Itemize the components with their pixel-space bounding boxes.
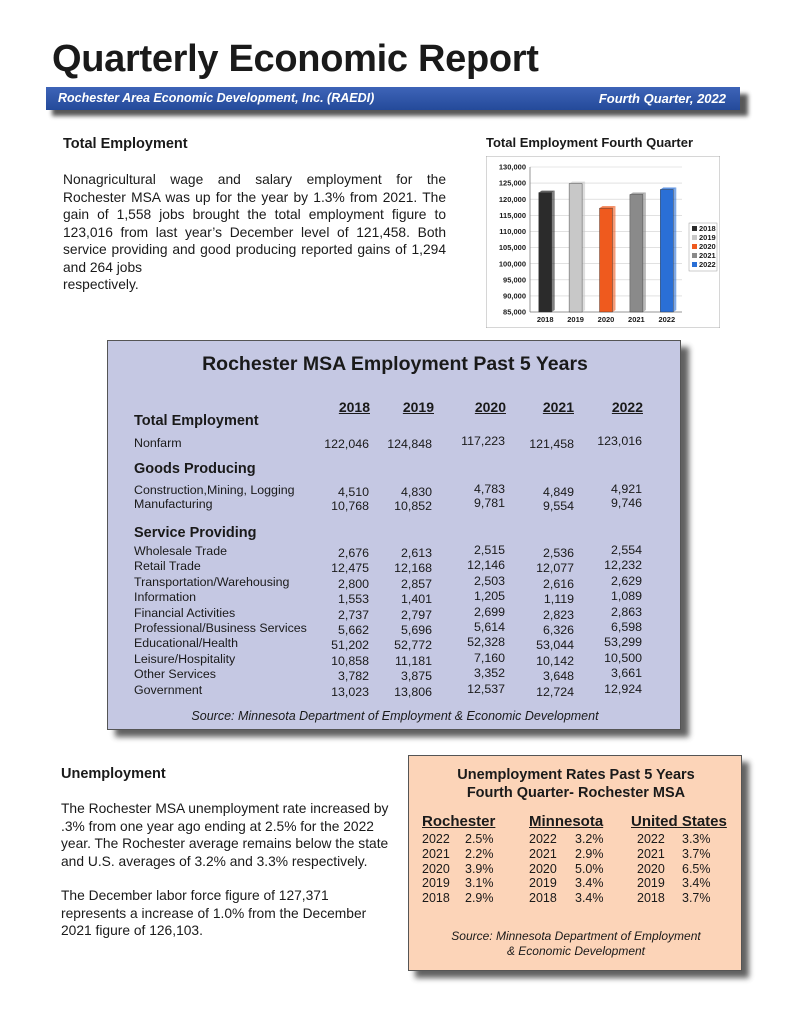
- rate-year: 2022: [637, 832, 665, 846]
- rate-value: 3.4%: [575, 891, 604, 906]
- service-row-value: 2,797: [400, 607, 432, 622]
- rate-value: 2.5%: [465, 832, 494, 846]
- service-row-value: 2,823: [542, 607, 574, 622]
- service-row-value: 3,648: [542, 669, 574, 684]
- year-header: 2022: [611, 399, 643, 415]
- rates-subtitle: Fourth Quarter- Rochester MSA: [466, 785, 686, 801]
- service-row-value: 5,614: [473, 620, 505, 634]
- rate-value: 3.3%: [682, 832, 711, 846]
- total-employment-group: Total Employment: [134, 413, 259, 429]
- x-tick-label: 2022: [658, 315, 676, 324]
- bar-side: [643, 193, 646, 312]
- nonfarm-value: 123,016: [597, 434, 642, 448]
- x-tick-label: 2019: [567, 315, 584, 324]
- x-tick-label: 2021: [628, 315, 645, 324]
- goods-row-value: 9,554: [542, 499, 574, 513]
- rate-year: 2021: [637, 846, 665, 861]
- bar-2021: [630, 195, 643, 312]
- service-row-value: 53,299: [604, 635, 642, 650]
- service-row-value: 2,515: [473, 543, 505, 557]
- service-row-value: 6,598: [610, 620, 642, 634]
- service-row-value: 3,875: [400, 669, 432, 684]
- unemployment-rates-panel: [408, 755, 742, 971]
- nonfarm-value: 122,046: [324, 437, 369, 451]
- service-row-value: 2,737: [337, 607, 369, 622]
- service-row-value: 1,119: [543, 592, 574, 607]
- organization-name: Rochester Area Economic Development, Inc. (RAEDI): [58, 91, 375, 105]
- year-header: 2019: [402, 399, 434, 415]
- msa-table-title: Rochester MSA Employment Past 5 Years: [202, 353, 588, 375]
- service-row-value: 13,806: [394, 684, 432, 699]
- goods-row-value: 4,830: [400, 485, 432, 499]
- goods-row-value: 9,746: [610, 496, 642, 510]
- rate-year: 2018: [529, 891, 557, 906]
- y-tick-label: 85,000: [503, 307, 526, 317]
- labor-force-paragraph: The December labor force figure of 127,371 represents a increase of 1.0% from the December 2021 figure of 126,103.: [61, 888, 367, 938]
- service-row-label: Wholesale Trade: [134, 544, 227, 558]
- bar-side: [582, 182, 585, 312]
- service-row-value: 2,536: [542, 546, 574, 560]
- service-row-value: 1,089: [610, 589, 642, 604]
- service-row-value: 5,696: [400, 623, 432, 637]
- goods-row-value: 4,510: [337, 485, 369, 499]
- service-row-value: 52,772: [394, 638, 432, 653]
- service-row-value: 2,857: [400, 576, 432, 591]
- rate-value: 3.7%: [682, 891, 711, 906]
- rate-year: 2019: [637, 876, 665, 891]
- service-row-value: 12,168: [394, 561, 432, 576]
- bar-2019: [569, 184, 582, 312]
- rate-value: 6.5%: [682, 861, 711, 876]
- rate-year: 2022: [529, 832, 557, 846]
- nonfarm-label: Nonfarm: [134, 436, 182, 450]
- service-row-label: Information: [134, 590, 196, 605]
- y-tick-label: 125,000: [498, 178, 526, 188]
- service-row-value: 10,858: [331, 653, 369, 668]
- service-row-value: 1,205: [473, 589, 505, 604]
- service-row-value: 5,662: [337, 623, 369, 637]
- legend-swatch: [692, 226, 697, 231]
- bar-2022: [660, 190, 673, 312]
- y-tick-label: 120,000: [498, 194, 526, 204]
- service-row-label: Transportation/Warehousing: [134, 574, 290, 589]
- service-providing-group: Service Providing: [134, 525, 257, 541]
- service-row-label: Other Services: [134, 667, 216, 682]
- rate-year: 2020: [529, 861, 557, 876]
- rate-value: 3.2%: [575, 832, 604, 846]
- nonfarm-value: 124,848: [387, 437, 432, 451]
- report-quarter: Fourth Quarter, 2022: [598, 91, 726, 106]
- legend-label: 2019: [699, 233, 716, 242]
- goods-row-value: 4,921: [610, 482, 642, 496]
- service-row-value: 2,699: [473, 604, 505, 619]
- y-tick-label: 90,000: [503, 291, 526, 301]
- service-row-label: Retail Trade: [134, 559, 201, 574]
- service-row-value: 2,503: [473, 573, 505, 588]
- bar-side: [552, 191, 555, 312]
- rate-year: 2021: [529, 846, 557, 861]
- employment-bar-chart: [486, 156, 720, 328]
- legend-label: 2020: [699, 242, 716, 251]
- service-row-value: 2,613: [400, 546, 432, 560]
- service-row-label: Leisure/Hospitality: [134, 651, 236, 666]
- rate-year: 2018: [422, 891, 450, 906]
- unemployment-paragraph: The Rochester MSA unemployment rate increased by .3% from one year ago ending at 2.5% for the 2022 year. The Rochester average remains below the state and U.S. averages of 3.2% and 3.3% respectively.: [61, 801, 389, 869]
- rate-value: 3.4%: [575, 876, 604, 891]
- nonfarm-value: 121,458: [529, 437, 574, 451]
- year-header: 2018: [338, 399, 370, 415]
- chart-legend: [689, 223, 717, 271]
- goods-row-value: 9,781: [473, 496, 505, 510]
- rate-value: 2.9%: [465, 891, 494, 906]
- unemployment-text: [61, 800, 393, 940]
- legend-swatch: [692, 262, 697, 267]
- service-row-value: 10,500: [604, 650, 642, 665]
- total-employment-text: [63, 171, 446, 294]
- goods-row-value: 4,849: [542, 485, 574, 499]
- service-row-value: 2,863: [610, 604, 642, 619]
- service-row-value: 12,232: [604, 558, 642, 573]
- rate-year: 2020: [637, 861, 665, 876]
- bar-side: [613, 206, 616, 312]
- y-tick-label: 105,000: [498, 243, 526, 253]
- legend-label: 2021: [699, 251, 716, 260]
- service-row-value: 12,924: [604, 681, 642, 696]
- y-tick-label: 115,000: [499, 210, 526, 220]
- service-row-value: 3,352: [473, 666, 505, 681]
- service-row-value: 2,676: [337, 546, 369, 560]
- rate-value: 5.0%: [575, 861, 604, 876]
- msa-source-note: Source: Minnesota Department of Employment & Economic Development: [191, 709, 599, 723]
- service-row-value: 1,553: [337, 592, 369, 607]
- service-row-value: 3,782: [337, 669, 369, 684]
- service-row-value: 52,328: [467, 635, 505, 650]
- x-tick-label: 2018: [536, 315, 554, 324]
- united-states-column-header: United States: [631, 813, 727, 830]
- rate-year: 2019: [422, 876, 450, 891]
- rate-value: 3.4%: [682, 876, 711, 891]
- goods-row-label: Manufacturing: [134, 497, 213, 511]
- report-title: Quarterly Economic Report: [52, 38, 539, 80]
- total-employment-heading: Total Employment: [63, 136, 188, 152]
- service-row-value: 11,181: [395, 653, 432, 668]
- rate-value: 2.2%: [465, 846, 494, 861]
- bar-2018: [539, 193, 552, 312]
- y-tick-label: 95,000: [503, 275, 526, 285]
- legend-label: 2018: [699, 224, 716, 233]
- goods-row-label: Construction,Mining, Logging: [134, 483, 295, 497]
- legend-swatch: [692, 244, 697, 249]
- rate-value: 3.9%: [465, 861, 494, 876]
- goods-row-value: 4,783: [473, 482, 505, 496]
- service-row-label: Professional/Business Services: [134, 621, 307, 635]
- goods-producing-group: Goods Producing: [134, 461, 256, 477]
- total-employment-paragraph: Nonagricultural wage and salary employment for the Rochester MSA was up for the year by 1.3% from 2021. The gain of 1,558 jobs brought the total employment figure to 123,016 from last year’s December level of 121,458. Both service providing and good producing reported gains of 1,294 and 264 jobs: [63, 172, 446, 275]
- year-header: 2020: [474, 399, 506, 415]
- service-row-value: 2,616: [542, 576, 574, 591]
- rates-title: Unemployment Rates Past 5 Years: [457, 767, 695, 783]
- service-row-value: 7,160: [473, 650, 505, 665]
- service-row-value: 53,044: [536, 638, 574, 653]
- rate-value: 3.7%: [682, 846, 711, 861]
- header-banner: [46, 87, 740, 110]
- rate-year: 2021: [422, 846, 450, 861]
- nonfarm-value: 117,223: [461, 434, 505, 448]
- service-row-value: 6,326: [542, 623, 574, 637]
- bar-side: [673, 188, 676, 312]
- rate-year: 2020: [422, 861, 450, 876]
- rochester-column-header: Rochester: [422, 813, 496, 830]
- service-row-value: 1,401: [400, 592, 432, 607]
- rate-year: 2018: [637, 891, 665, 906]
- goods-row-value: 10,852: [394, 499, 432, 513]
- service-row-value: 12,146: [467, 558, 505, 573]
- year-header: 2021: [542, 399, 574, 415]
- legend-label: 2022: [699, 260, 716, 269]
- service-row-value: 12,077: [536, 561, 574, 576]
- minnesota-column-header: Minnesota: [529, 813, 604, 830]
- rates-source-note-cont: & Economic Development: [506, 944, 646, 958]
- service-row-value: 13,023: [331, 684, 369, 699]
- service-row-label: Educational/Health: [134, 636, 239, 651]
- rate-value: 2.9%: [575, 846, 604, 861]
- goods-row-value: 10,768: [331, 499, 369, 513]
- rate-year: 2022: [422, 832, 450, 846]
- total-employment-paragraph-end: respectively.: [63, 277, 139, 292]
- rate-value: 3.1%: [465, 876, 494, 891]
- rates-source-note: Source: Minnesota Department of Employment: [451, 929, 701, 943]
- rate-year: 2019: [529, 876, 557, 891]
- service-row-value: 10,142: [536, 653, 574, 668]
- bar-2020: [600, 208, 613, 312]
- service-row-value: 2,629: [610, 573, 642, 588]
- y-tick-label: 100,000: [498, 259, 526, 269]
- msa-employment-panel: [107, 340, 681, 730]
- y-tick-label: 110,000: [499, 227, 526, 237]
- service-row-value: 12,537: [467, 681, 505, 696]
- legend-swatch: [692, 253, 697, 258]
- service-row-value: 2,554: [610, 543, 642, 557]
- service-row-value: 3,661: [610, 666, 642, 681]
- service-row-label: Government: [134, 682, 203, 697]
- service-row-value: 2,800: [337, 576, 369, 591]
- chart-title: Total Employment Fourth Quarter: [486, 135, 694, 150]
- unemployment-heading: Unemployment: [61, 766, 166, 782]
- service-row-value: 12,475: [331, 561, 369, 576]
- y-tick-label: 130,000: [498, 162, 526, 172]
- service-row-value: 12,724: [536, 684, 574, 699]
- service-row-value: 51,202: [331, 638, 369, 653]
- service-row-label: Financial Activities: [134, 605, 236, 620]
- legend-swatch: [692, 235, 697, 240]
- x-tick-label: 2020: [597, 315, 615, 324]
